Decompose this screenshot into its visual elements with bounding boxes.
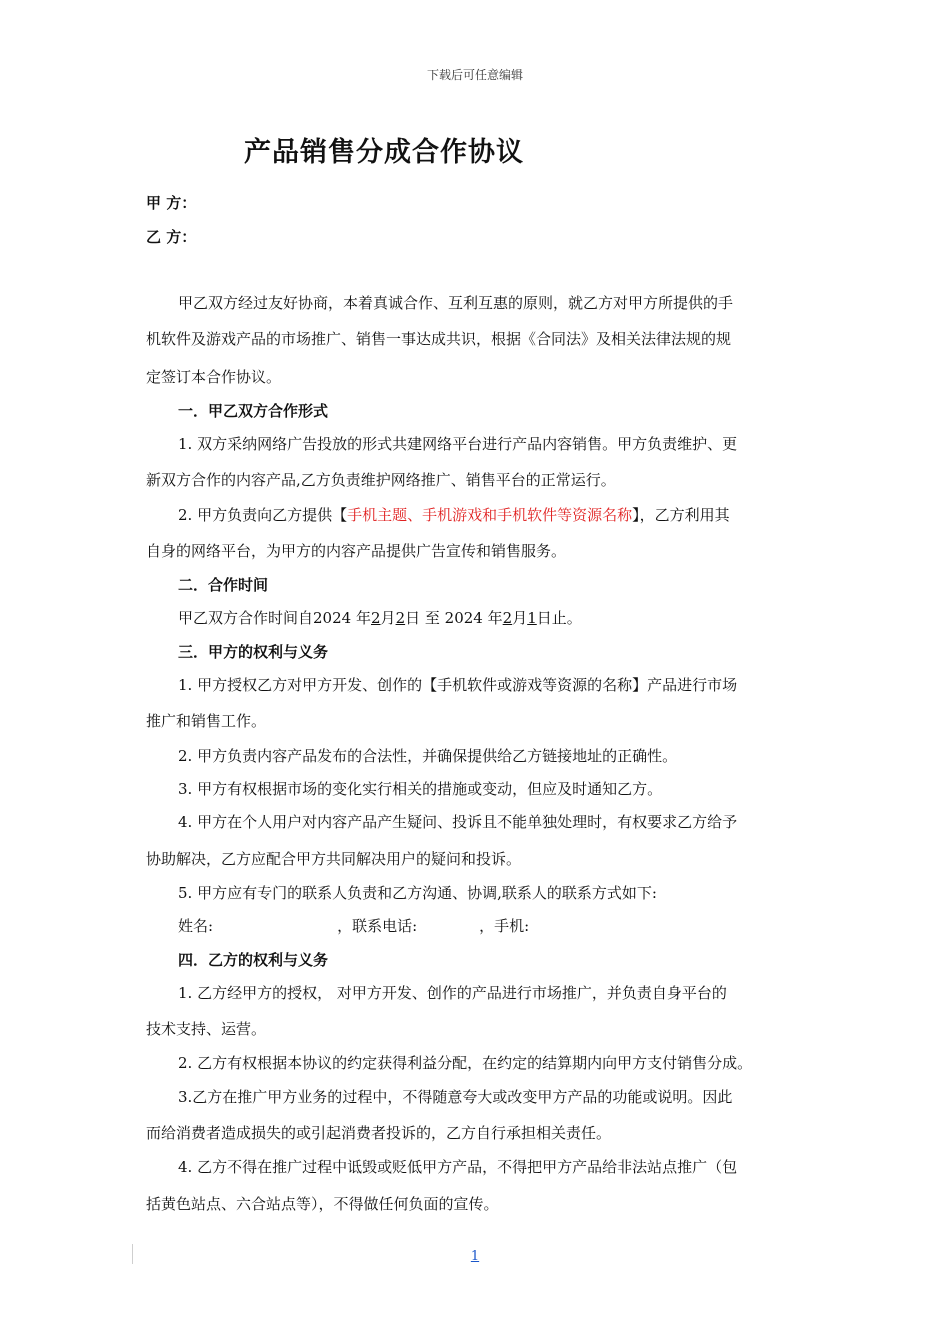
intro-line-1: 甲乙双方经过友好协商，本着真诚合作、互利互惠的原则，就乙方对甲方所提供的手 <box>178 294 734 312</box>
section-3-item-2: 2. 甲方负责内容产品发布的合法性，并确保提供给乙方链接地址的正确性。 <box>178 747 678 765</box>
section-4-item-4-line-1: 4. 乙方不得在推广过程中诋毁或贬低甲方产品，不得把甲方产品给非法站点推广（包 <box>178 1158 738 1176</box>
section-4-item-1-line-1: 1. 乙方经甲方的授权， 对甲方开发、创作的产品进行市场推广，并负责自身平台的 <box>178 984 727 1002</box>
start-month: 2 <box>371 609 381 627</box>
section-1-item-2-suffix: 】，乙方利用其 <box>632 506 730 524</box>
resource-name-placeholder: 手机主题、手机游戏和手机软件等资源名称 <box>347 506 633 524</box>
section-1-heading: 一．甲乙双方合作形式 <box>178 402 329 420</box>
to-label: 日 至 <box>405 609 440 627</box>
document-title: 产品销售分成合作协议 <box>244 137 524 168</box>
section-4-item-2: 2. 乙方有权根据本协议的约定获得利益分配，在约定的结算期内向甲方支付销售分成。 <box>178 1054 753 1072</box>
section-4-item-4-line-2: 括黄色站点、六合站点等），不得做任何负面的宣传。 <box>146 1195 499 1213</box>
section-3-item-4-line-1: 4. 甲方在个人用户对内容产品产生疑问、投诉且不能单独处理时，有权要求乙方给予 <box>178 813 738 831</box>
section-1-item-1-line-1: 1. 双方采纳网络广告投放的形式共建网络平台进行产品内容销售。甲方负责维护、更 <box>178 435 738 453</box>
end-year: 2024 <box>444 609 483 627</box>
contact-mobile-label: ，手机: <box>479 917 530 935</box>
section-1-item-2-prefix: 2. 甲方负责向乙方提供【 <box>178 506 348 524</box>
end-label: 日止。 <box>536 609 582 627</box>
intro-line-2: 机软件及游戏产品的市场推广、销售一事达成共识，根据《合同法》及相关法律法规的规 <box>146 330 732 348</box>
section-3-heading: 三．甲方的权利与义务 <box>178 643 329 661</box>
start-day: 2 <box>395 609 406 627</box>
header-note: 下载后可任意编辑 <box>426 68 523 82</box>
year-label: 年 <box>487 609 503 627</box>
section-3-item-1-line-1: 1. 甲方授权乙方对甲方开发、创作的【手机软件或游戏等资源的名称】产品进行市场 <box>178 676 738 694</box>
intro-line-3: 定签订本合作协议。 <box>146 368 282 386</box>
section-3-item-1-line-2: 推广和销售工作。 <box>146 712 267 730</box>
contact-phone-label: ，联系电话: <box>337 917 418 935</box>
month-label: 月 <box>380 609 396 627</box>
section-4-item-1-line-2: 技术支持、运营。 <box>146 1020 267 1038</box>
cooperation-period <box>178 607 582 628</box>
section-1-item-2-line-1 <box>178 504 730 525</box>
section-3-item-3: 3. 甲方有权根据市场的变化实行相关的措施或变动，但应及时通知乙方。 <box>178 780 663 798</box>
period-prefix: 甲乙双方合作时间自 <box>178 609 314 627</box>
year-label: 年 <box>355 609 371 627</box>
start-year: 2024 <box>313 609 352 627</box>
section-4-item-3-line-1: 3.乙方在推广甲方业务的过程中，不得随意夸大或改变甲方产品的功能或说明。因此 <box>178 1088 733 1106</box>
contact-info <box>178 915 529 936</box>
section-1-item-1-line-2: 新双方合作的内容产品,乙方负责维护网络推广、销售平台的正常运行。 <box>146 471 616 489</box>
section-4-item-3-line-2: 而给消费者造成损失的或引起消费者投诉的，乙方自行承担相关责任。 <box>146 1124 612 1142</box>
section-1-item-2-line-2: 自身的网络平台，为甲方的内容产品提供广告宣传和销售服务。 <box>146 542 567 560</box>
page-number: 1 <box>470 1249 480 1264</box>
section-3-item-5: 5. 甲方应有专门的联系人负责和乙方沟通、协调,联系人的联系方式如下: <box>178 884 657 902</box>
section-4-heading: 四．乙方的权利与义务 <box>178 951 329 969</box>
end-day: 1 <box>527 609 537 627</box>
party-a-label: 甲 方： <box>146 194 197 212</box>
end-month: 2 <box>502 609 513 627</box>
contact-name-label: 姓名: <box>178 917 214 935</box>
section-2-heading: 二．合作时间 <box>178 576 269 594</box>
month-label: 月 <box>512 609 528 627</box>
party-b-label: 乙 方： <box>146 228 197 246</box>
section-3-item-4-line-2: 协助解决，乙方应配合甲方共同解决用户的疑问和投诉。 <box>146 850 522 868</box>
